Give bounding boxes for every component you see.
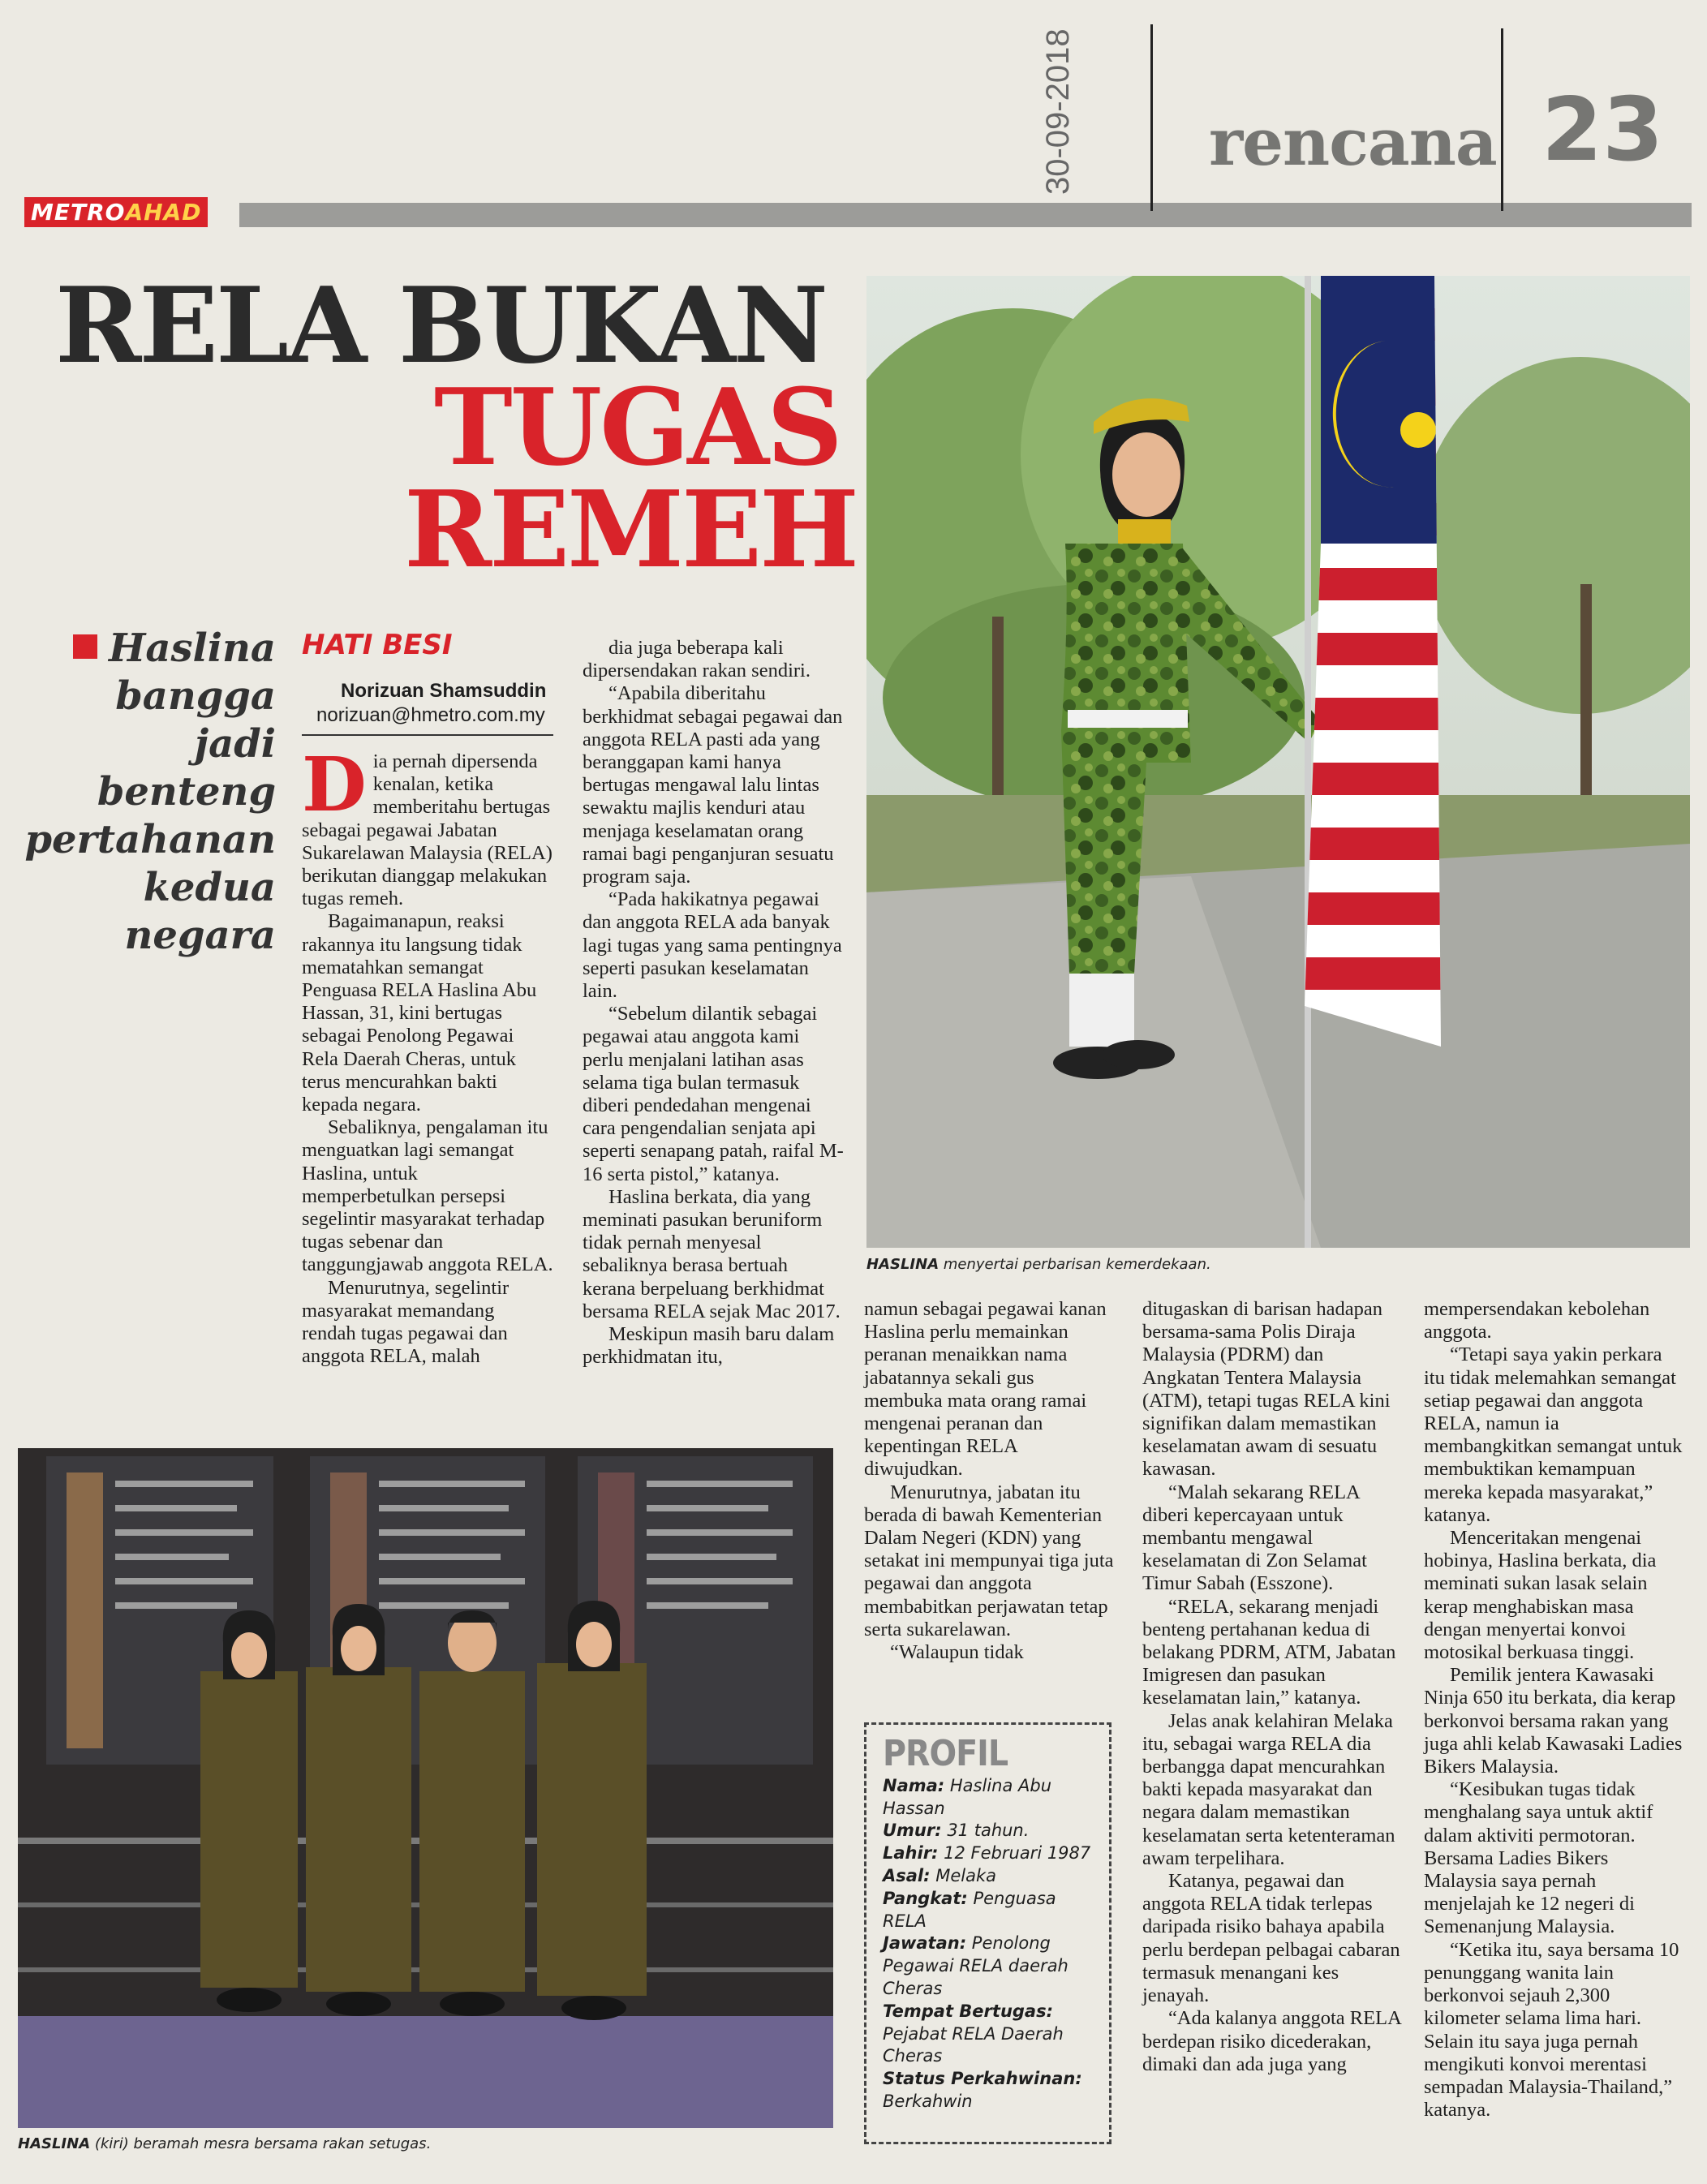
page-number: 23 [1541, 80, 1664, 181]
author-email: norizuan@hmetro.com.my [316, 704, 545, 726]
article-column-3: namun sebagai pegawai kanan Haslina perlu memainkan peranan menaikkan nama jabatannya sekali gus membuka mata orang ramai mengenai peranan dan kepentingan RELA diwujudkan. Menurutnya, jabatan itu berada di bawah Kementerian Dalam Negeri (KDN) yang setakat ini mempunyai tiga juta pegawai dan anggota membabitkan perjawatan tetap serta sukarelawan. “Walaupun tidak [864, 1298, 1114, 1664]
profile-row: Pangkat: Penguasa RELA [883, 1888, 1056, 1931]
kicker: HATI BESI [302, 629, 453, 661]
profile-box [864, 1722, 1111, 2144]
profile-title: PROFIL [883, 1733, 1008, 1774]
headline-line-3: REMEH [404, 467, 857, 591]
profile-row: Asal: Melaka [883, 1865, 996, 1885]
article-column-4: ditugaskan di barisan hadapan bersama-sama Polis Diraja Malaysia (PDRM) dan Angkatan Tentera Malaysia (ATM), tetapi tugas RELA kini signifikan dalam memastikan keselamatan awam di sesuatu kawasan. “Malah sekarang RELA diberi kepercayaan untuk membantu mengawal keselamatan di Zon Selamat Timur Sabah (Esszone). “RELA, sekarang menjadi benteng pertahanan kedua di belakang PDRM, ATM, Jabatan Imigresen dan pasukan keselamatan lain,” katanya. Jelas anak kelahiran Melaka itu, sebagai warga RELA dia berbangga dapat mencurahkan bakti kepada masyarakat dan negara dalam memastikan keselamatan serta ketenteraman awam terpelihara. Katanya, pegawai dan anggota RELA tidak terlepas daripada risiko bahaya apabila perlu berdepan pelbagai cabaran termasuk menangani kes jenayah. “Ada kalanya anggota RELA berdepan risiko dicederakan, dimaki dan ada juga yang [1142, 1298, 1401, 2075]
profile-row: Lahir: 12 Februari 1987 [883, 1843, 1091, 1864]
main-photo-caption: HASLINA menyertai perbarisan kemerdekaan. [866, 1256, 1211, 1273]
main-photo [866, 276, 1690, 1248]
issue-date: 30-09-2018 [1040, 28, 1076, 195]
group-photo-caption: HASLINA (kiri) beramah mesra bersama rakan setugas. [18, 2135, 432, 2152]
bullet-square-icon [73, 634, 97, 659]
headline-line-1: RELA BUKAN [55, 265, 826, 387]
profile-row: Jawatan: Penolong Pegawai RELA daerah Cheras [883, 1933, 1068, 1998]
byline-rule [302, 734, 553, 736]
masthead-logo: METROAHAD [24, 197, 208, 227]
header-divider [1150, 24, 1153, 211]
article-column-1: Dia pernah dipersenda kenalan, ketika memberitahu bertugas sebagai pegawai Jabatan Sukarelawan Malaysia (RELA) berikutan dianggap melakukan tugas remeh. Bagaimanapun, reaksi rakannya itu langsung tidak mematahkan semangat Penguasa RELA Haslina Abu Hassan, 31, kini bertugas sebagai Penolong Pegawai Rela Daerah Cheras, untuk terus mencurahkan bakti kepada negara. Sebaliknya, pengalaman itu menguatkan lagi semangat Haslina, untuk memperbetulkan persepsi segelintir masyarakat terhadap tugas sebenar dan tanggungjawab anggota RELA. Menurutnya, segelintir masyarakat memandang rendah tugas pegawai dan anggota RELA, malah [302, 741, 553, 1368]
article-column-2: dia juga beberapa kali dipersendakan rakan sendiri. “Apabila diberitahu berkhidmat sebagai pegawai dan anggota RELA pasti ada yang beranggapan kami hanya bertugas mengawal lalu lintas sewaktu majlis kenduri atau menjaga keselamatan orang ramai bagi penganjuran sesuatu program saja. “Pada hakikatnya pegawai dan anggota RELA ada banyak lagi tugas yang sama pentingnya seperti pasukan keselamatan lain. “Sebelum dilantik sebagai pegawai atau anggota kami perlu menjalani latihan asas selama tiga bulan termasuk diberi pendedahan mengenai cara pengendalian senjata api seperti senapang patah, raifal M-16 serta pistol,” katanya. Haslina berkata, dia yang meminati pasukan beruniform tidak pernah menyesal sebaliknya berasa bertuah kerana berpeluang berkhidmat bersama RELA sejak Mac 2017. Meskipun masih baru dalam perkhidmatan itu, [583, 637, 844, 1369]
profile-row: Status Perkahwinan: Berkahwin [883, 2069, 1082, 2111]
header-divider [1501, 28, 1503, 211]
strapline: Haslina bangga jadi benteng pertahanan kedua negara [24, 626, 276, 958]
profile-row: Tempat Bertugas: Pejabat RELA Daerah Cheras [883, 2001, 1064, 2066]
profile-row: Umur: 31 tahun. [883, 1821, 1030, 1841]
author-name: Norizuan Shamsuddin [341, 680, 547, 702]
section-name: rencana [1209, 104, 1497, 180]
drop-cap: D [302, 741, 367, 828]
headline-line-2: TUGAS [434, 365, 841, 489]
header-rule [239, 203, 1692, 227]
flag-bearer-illustration [866, 276, 1690, 1248]
article-column-5: mempersendakan kebolehan anggota. “Tetapi saya yakin perkara itu tidak melemahkan semangat setiap pegawai dan anggota RELA, namun ia membangkitkan semangat untuk membuktikan kemampuan mereka kepada masyarakat,” katanya. Menceritakan mengenai hobinya, Haslina berkata, dia meminati sukan lasak selain kerap menghabiskan masa dengan menyertai konvoi motosikal berkuasa tinggi. Pemilik jentera Kawasaki Ninja 650 itu berkata, dia kerap berkonvoi bersama rakan yang juga ahli kelab Kawasaki Ladies Bikers Malaysia. “Kesibukan tugas tidak menghalang saya untuk aktif dalam aktiviti permotoran. Bersama Ladies Bikers Malaysia saya pernah menjelajah ke 12 negeri di Semenanjung Malaysia. “Ketika itu, saya bersama 10 penunggang wanita lain berkonvoi sejauh 2,300 kilometer selama lima hari. Selain itu saya juga pernah mengikuti konvoi merentasi sempadan Malaysia-Thailand,” katanya. [1424, 1298, 1683, 2122]
profile-row: Nama: Haslina Abu Hassan [883, 1775, 1052, 1818]
group-photo [18, 1448, 833, 2128]
group-illustration [18, 1448, 833, 2128]
